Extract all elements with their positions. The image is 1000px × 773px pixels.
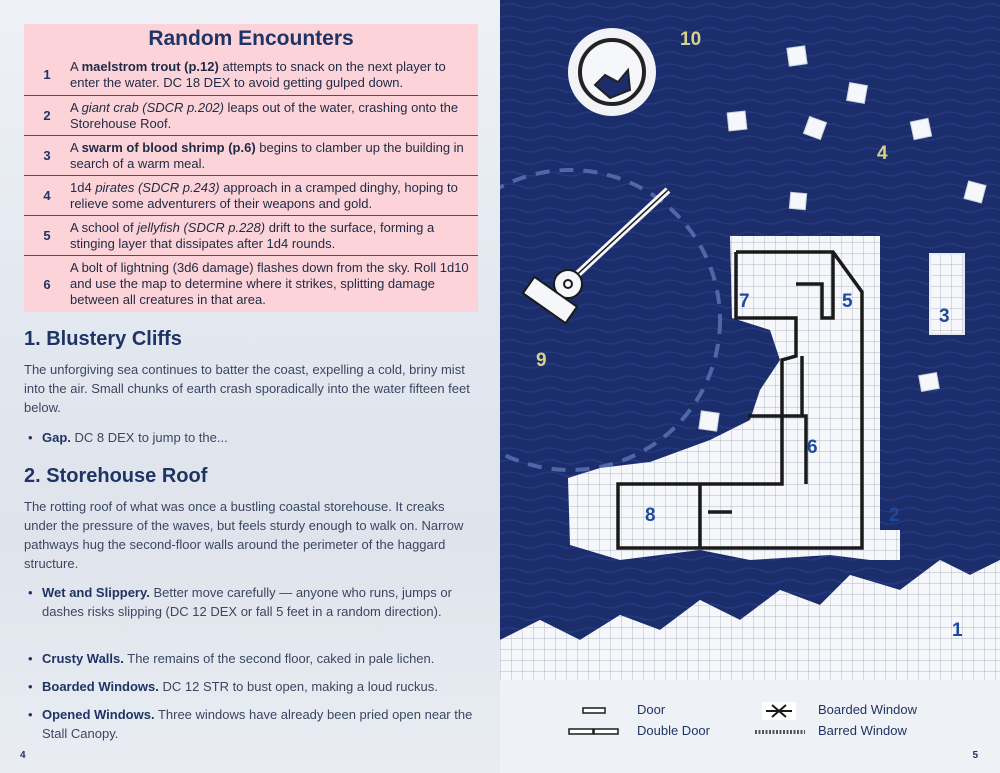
encounter-row	[24, 215, 478, 255]
map-label-9: 9	[536, 350, 547, 371]
encounter-row	[24, 95, 478, 135]
bullet-bold: Crusty Walls.	[42, 651, 124, 666]
bullet-text: Better move carefully — anyone who runs, jumps or dashes risks slipping (DC 12 DEX or fall 5 feet in a random direction).	[42, 585, 452, 619]
page-number-left: 4	[20, 750, 26, 761]
gap-bullet-bold: Gap.	[42, 430, 71, 445]
bullet-bold: Wet and Slippery.	[42, 585, 150, 600]
encounter-post: begins to clamber up the building in search of a warm meal.	[70, 139, 464, 171]
encounter-text	[70, 140, 478, 172]
double-door-legend-icon	[568, 727, 620, 737]
bullet-text: DC 12 STR to bust open, making a loud ruckus.	[158, 679, 438, 694]
encounter-post: approach in a cramped dinghy, hoping to relieve some adventurers of their weapons and gold.	[70, 179, 458, 211]
barred-window-legend-icon	[754, 728, 806, 736]
encounter-row	[24, 54, 478, 95]
map-label-7: 7	[739, 291, 750, 312]
legend-barred-window: Barred Window	[818, 723, 907, 738]
map-label-2: 2	[889, 505, 900, 526]
encounter-post: drift to the surface, forming a stinging layer that dissipates after 1d4 rounds.	[70, 219, 435, 251]
boarded-window-legend-icon	[762, 702, 796, 720]
encounter-bold: maelstrom trout (p.12)	[81, 58, 219, 74]
gap-bullet-text: DC 8 DEX to jump to the...	[70, 430, 228, 445]
encounter-row	[24, 255, 478, 312]
encounter-row	[24, 135, 478, 175]
encounter-italic: jellyfish (SDCR p.228)	[137, 219, 266, 235]
encounter-bold: swarm of blood shrimp (p.6)	[81, 139, 256, 155]
bullet-text: Three windows have already been pried open near the Stall Canopy.	[42, 707, 473, 741]
encounter-post: leaps out of the water, crashing onto the Storehouse Roof.	[70, 99, 459, 131]
legend-door: Door	[637, 702, 666, 717]
map-label-6: 6	[807, 437, 818, 458]
encounter-italic: giant crab (SDCR p.202)	[81, 99, 224, 115]
encounter-number: 1	[43, 67, 51, 82]
encounter-pre: A	[70, 58, 82, 74]
encounter-text	[70, 260, 478, 308]
gap-bullet	[28, 428, 478, 447]
map-label-10: 10	[680, 29, 702, 50]
section2-heading: 2. Storehouse Roof	[24, 465, 208, 487]
encounter-number: 2	[43, 108, 51, 123]
map-label-5: 5	[842, 291, 853, 312]
encounter-pre: A	[70, 99, 82, 115]
encounter-pre: A bolt of lightning (3d6 damage) flashes down from the sky. Roll 1d10 and use the map to determine where it strikes, splitting damage between all creatures in that area.	[70, 260, 469, 307]
encounters-title: Random Encounters	[148, 27, 354, 50]
boarded-windows-bullet	[28, 677, 478, 696]
encounter-text	[70, 59, 478, 91]
random-encounters-table	[24, 24, 478, 312]
map-label-4: 4	[877, 143, 888, 164]
section1-heading: 1. Blustery Cliffs	[24, 328, 182, 350]
section1-body: The unforgiving sea continues to batter the coast, expelling a cold, briny mist into the air. Small chunks of earth crash sporadically into the water fifteen feet below.	[24, 362, 470, 415]
legend-double-door: Double Door	[637, 723, 710, 738]
right-page	[500, 0, 1000, 773]
encounter-row	[24, 175, 478, 215]
map-label-3: 3	[939, 306, 950, 327]
encounter-pre: A	[70, 139, 82, 155]
encounter-post: attempts to snack on the next player to enter the water. DC 18 DEX to avoid getting gulped down.	[70, 58, 446, 90]
bullet-text: The remains of the second floor, caked in pale lichen.	[123, 651, 435, 666]
bullet-bold: Opened Windows.	[42, 707, 155, 722]
section2-body: The rotting roof of what was once a bustling coastal storehouse. It creaks under the pressure of the waves, but feels sturdy enough to walk on. Narrow pathways hug the second-floor walls around the perimeter of the haggard structure.	[24, 499, 464, 571]
page-number-right: 5	[972, 750, 978, 761]
encounter-number: 5	[43, 228, 51, 243]
crusty-walls-bullet	[28, 649, 478, 668]
opened-windows-bullet	[28, 705, 478, 743]
legend-boarded-window: Boarded Window	[818, 702, 917, 717]
encounter-italic: pirates (SDCR p.243)	[95, 179, 220, 195]
encounter-number: 4	[43, 188, 51, 203]
encounter-text	[70, 180, 478, 212]
encounter-text	[70, 220, 478, 252]
bullet-bold: Boarded Windows.	[42, 679, 159, 694]
door-legend-icon	[582, 706, 606, 716]
encounter-pre: 1d4	[70, 179, 96, 195]
encounter-number: 6	[43, 276, 51, 292]
map-label-8: 8	[645, 505, 656, 526]
encounter-number: 3	[43, 148, 51, 163]
battle-map	[500, 0, 1000, 773]
encounter-text	[70, 100, 478, 132]
map-label-1: 1	[952, 620, 963, 641]
encounter-pre: A school of	[70, 219, 138, 235]
wet-slippery-bullet	[28, 583, 478, 621]
